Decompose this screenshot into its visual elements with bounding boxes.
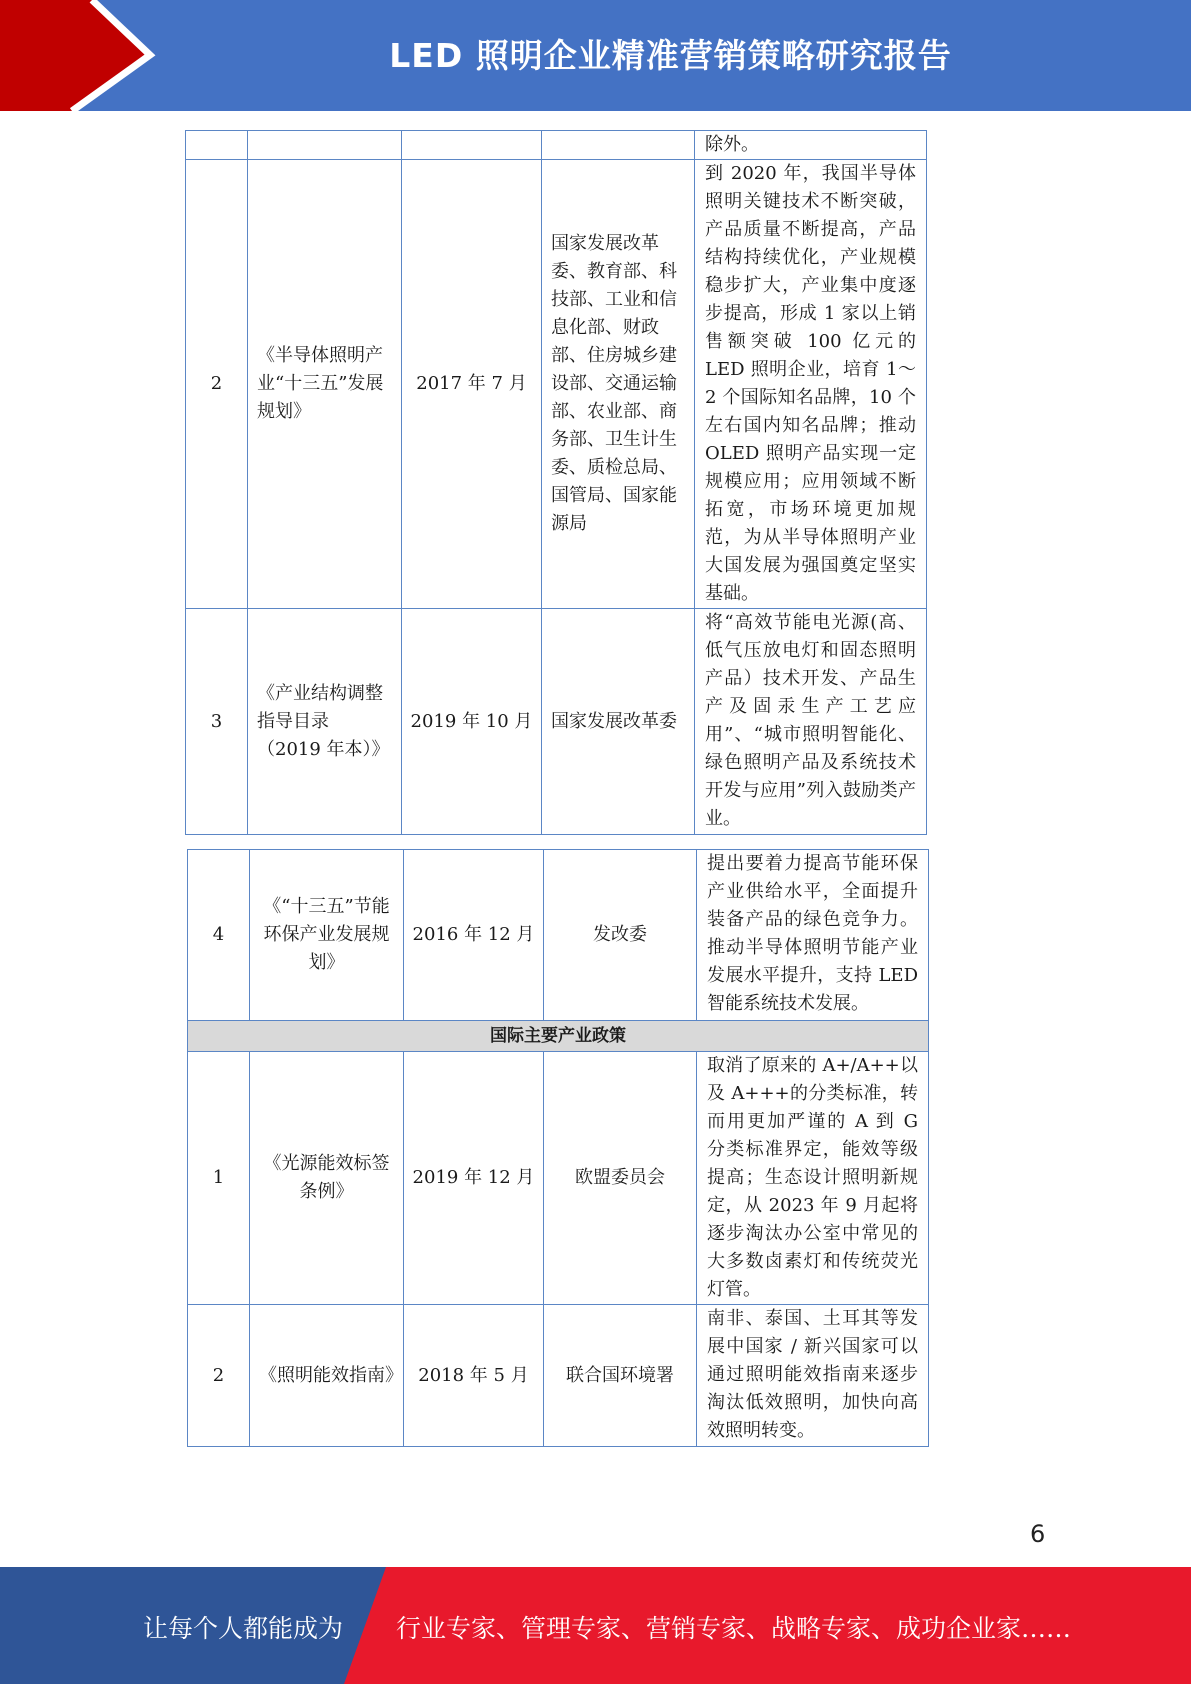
row-number: 4 <box>188 850 250 1021</box>
row-number <box>186 131 248 160</box>
policy-table-domestic <box>185 130 927 835</box>
policy-content: 取消了原来的 A+/A++以及 A+++的分类标准，转而用更加严谨的 A 到 G 分类标准界定，能效等级提高；生态设计照明新规定，从 2023 年 9 月起将逐步淘汰办公室中常见的大多数卤素灯和传统荧光灯管。 <box>697 1052 929 1305</box>
issuing-department: 国家发展改革委、教育部、科技部、工业和信息化部、财政部、住房城乡建设部、交通运输部、农业部、商务部、卫生计生委、质检总局、国管局、国家能源局 <box>542 160 695 609</box>
header-chevron-decoration <box>0 0 170 111</box>
table-row <box>186 160 927 609</box>
issuing-department: 欧盟委员会 <box>544 1052 697 1305</box>
table-row <box>188 1305 929 1447</box>
table-row <box>188 1052 929 1305</box>
section-header-row <box>188 1021 929 1052</box>
issuing-department: 发改委 <box>544 850 697 1021</box>
table-row <box>186 131 927 160</box>
policy-name: 《“十三五”节能环保产业发展规划》 <box>250 850 404 1021</box>
issuing-department: 联合国环境署 <box>544 1305 697 1447</box>
issuing-department: 国家发展改革委 <box>542 609 695 835</box>
issue-date <box>402 131 542 160</box>
policy-content: 提出要着力提高节能环保产业供给水平，全面提升装备产品的绿色竞争力。推动半导体照明节能产业发展水平提升，支持 LED 智能系统技术发展。 <box>697 850 929 1021</box>
issue-date: 2019 年 12 月 <box>404 1052 544 1305</box>
row-number: 3 <box>186 609 248 835</box>
policy-content: 南非、泰国、土耳其等发展中国家 / 新兴国家可以通过照明能效指南来逐步淘汰低效照明，加快向高效照明转变。 <box>697 1305 929 1447</box>
page-footer <box>0 1567 1191 1684</box>
policy-name: 《照明能效指南》 <box>250 1305 404 1447</box>
issuing-department <box>542 131 695 160</box>
policy-name: 《产业结构调整指导目录（2019 年本）》 <box>248 609 402 835</box>
footer-slogan-left: 让每个人都能成为 <box>143 1614 344 1643</box>
policy-content: 除外。 <box>695 131 927 160</box>
issue-date: 2018 年 5 月 <box>404 1305 544 1447</box>
table-row <box>186 609 927 835</box>
footer-slogan-right: 行业专家、管理专家、营销专家、战略专家、成功企业家…… <box>396 1614 1072 1643</box>
table-row <box>188 850 929 1021</box>
policy-table-international <box>187 849 929 1447</box>
policy-name: 《半导体照明产业“十三五”发展规划》 <box>248 160 402 609</box>
issue-date: 2017 年 7 月 <box>402 160 542 609</box>
page-header <box>0 0 1191 111</box>
issue-date: 2016 年 12 月 <box>404 850 544 1021</box>
issue-date: 2019 年 10 月 <box>402 609 542 835</box>
policy-content: 到 2020 年，我国半导体照明关键技术不断突破，产品质量不断提高，产品结构持续优化，产业规模稳步扩大，产业集中度逐步提高，形成 1 家以上销售额突破 100 亿元的 LED 照明企业，培育 1～2 个国际知名品牌，10 个左右国内知名品牌；推动 OLED 照明产品实现一定规模应用；应用领域不断拓宽，市场环境更加规范，为从半导体照明产业大国发展为强国奠定坚实基础。 <box>695 160 927 609</box>
policy-name <box>248 131 402 160</box>
section-title: 国际主要产业政策 <box>188 1021 929 1052</box>
row-number: 2 <box>186 160 248 609</box>
policy-content: 将“高效节能电光源(高、低气压放电灯和固态照明产品）技术开发、产品生产及固汞生产工艺应用”、“城市照明智能化、绿色照明产品及系统技术开发与应用”列入鼓励类产业。 <box>695 609 927 835</box>
report-title: LED 照明企业精准营销策略研究报告 <box>389 36 952 75</box>
row-number: 2 <box>188 1305 250 1447</box>
row-number: 1 <box>188 1052 250 1305</box>
policy-name: 《光源能效标签条例》 <box>250 1052 404 1305</box>
page-number: 6 <box>1030 1520 1046 1548</box>
